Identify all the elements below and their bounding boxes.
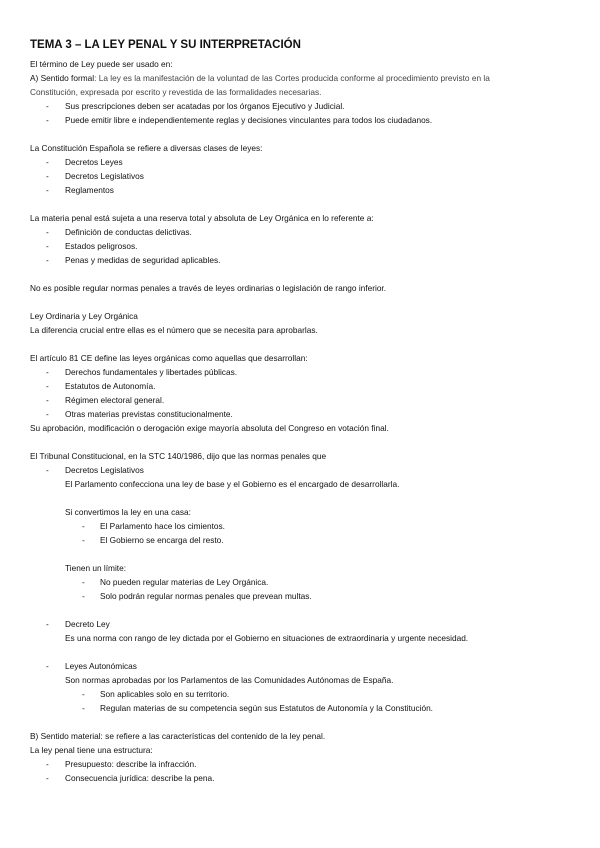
sentido-formal-line2: Constitución, expresada por escrito y revestida de las formalidades necesarias. xyxy=(30,87,322,97)
list-item: - Derechos fundamentales y libertades públicas. xyxy=(30,365,575,379)
decreto-ley-text: Es una norma con rango de ley dictada por el Gobierno en situaciones de extraordinaria y urgente necesidad. xyxy=(65,633,469,643)
limite-list xyxy=(30,575,575,603)
constitucion-heading: La Constitución Española se refiere a diversas clases de leyes: xyxy=(30,143,263,153)
decretos-legislativos-label: - Decretos Legislativos xyxy=(30,463,575,477)
constitucion-list xyxy=(30,155,575,197)
reserva-list xyxy=(30,225,575,267)
list-item: - Régimen electoral general. xyxy=(30,393,575,407)
ordinaria-text: La diferencia crucial entre ellas es el número que se necesita para aprobarlas. xyxy=(30,325,318,335)
no-posible-text: No es posible regular normas penales a través de leyes ordinarias o legislación de rango inferior. xyxy=(30,283,387,293)
leyes-autonomicas-text: Son normas aprobadas por los Parlamentos de las Comunidades Autónomas de España. xyxy=(65,675,394,685)
sentido-formal-list xyxy=(30,99,575,127)
ordinaria-heading: Ley Ordinaria y Ley Orgánica xyxy=(30,311,138,321)
tribunal-list xyxy=(30,463,575,477)
list-item: - Penas y medidas de seguridad aplicables. xyxy=(30,253,575,267)
list-item: - Consecuencia jurídica: describe la pena. xyxy=(30,771,575,785)
list-item: - El Gobierno se encarga del resto. xyxy=(30,533,575,547)
sentido-material-list xyxy=(30,757,575,785)
list-item: - Definición de conductas delictivas. xyxy=(30,225,575,239)
list-item: - Reglamentos xyxy=(30,183,575,197)
list-item: - Regulan materias de su competencia según sus Estatutos de Autonomía y la Constitución. xyxy=(30,701,575,715)
intro-text: El término de Ley puede ser usado en: xyxy=(30,59,173,69)
list-item: - Sus prescripciones deben ser acatadas por los órganos Ejecutivo y Judicial. xyxy=(30,99,575,113)
list-item: - Decretos Legislativos xyxy=(30,169,575,183)
page-title: TEMA 3 – LA LEY PENAL Y SU INTERPRETACIÓN xyxy=(30,39,301,51)
articulo81-heading: El artículo 81 CE define las leyes orgánicas como aquellas que desarrollan: xyxy=(30,353,308,363)
list-item: - Estatutos de Autonomía. xyxy=(30,379,575,393)
document-page xyxy=(30,38,575,785)
leyes-autonomicas-label: - Leyes Autonómicas xyxy=(30,659,575,673)
sentido-formal-line1 xyxy=(30,71,575,85)
list-item: - Presupuesto: describe la infracción. xyxy=(30,757,575,771)
sentido-formal-text-1: : La ley es la manifestación de la voluntad de las Cortes producida conforme al procedimiento previsto en la xyxy=(94,73,490,83)
list-item: - Puede emitir libre e independientemente reglas y decisiones vinculantes para todos los ciudadanos. xyxy=(30,113,575,127)
decreto-ley-label: - Decreto Ley xyxy=(30,617,575,631)
list-item: - Estados peligrosos. xyxy=(30,239,575,253)
decretos-legislativos-text: El Parlamento confecciona una ley de base y el Gobierno es el encargado de desarrollarla. xyxy=(65,479,400,489)
articulo81-list xyxy=(30,365,575,421)
estructura-text: La ley penal tiene una estructura: xyxy=(30,745,153,755)
tribunal-heading: El Tribunal Constitucional, en la STC 140/1986, dijo que las normas penales que xyxy=(30,451,327,461)
list-item: - Decretos Leyes xyxy=(30,155,575,169)
sentido-formal-label: A) Sentido formal xyxy=(30,73,95,83)
reserva-heading: La materia penal está sujeta a una reserva total y absoluta de Ley Orgánica en lo referente a: xyxy=(30,213,374,223)
list-item: - El Parlamento hace los cimientos. xyxy=(30,519,575,533)
casa-heading: Si convertimos la ley en una casa: xyxy=(65,507,191,517)
decreto-ley-list xyxy=(30,617,575,631)
leyes-autonomicas-bullets xyxy=(30,687,575,715)
casa-list xyxy=(30,519,575,547)
sentido-material-heading: B) Sentido material: se refiere a las características del contenido de la ley penal. xyxy=(30,731,326,741)
list-item: - No pueden regular materias de Ley Orgánica. xyxy=(30,575,575,589)
list-item: - Son aplicables solo en su territorio. xyxy=(30,687,575,701)
list-item: - Otras materias previstas constitucionalmente. xyxy=(30,407,575,421)
list-item: - Solo podrán regular normas penales que prevean multas. xyxy=(30,589,575,603)
leyes-autonomicas-list xyxy=(30,659,575,673)
articulo81-closing: Su aprobación, modificación o derogación exige mayoría absoluta del Congreso en votación final. xyxy=(30,423,389,433)
limite-heading: Tienen un límite: xyxy=(65,563,127,573)
